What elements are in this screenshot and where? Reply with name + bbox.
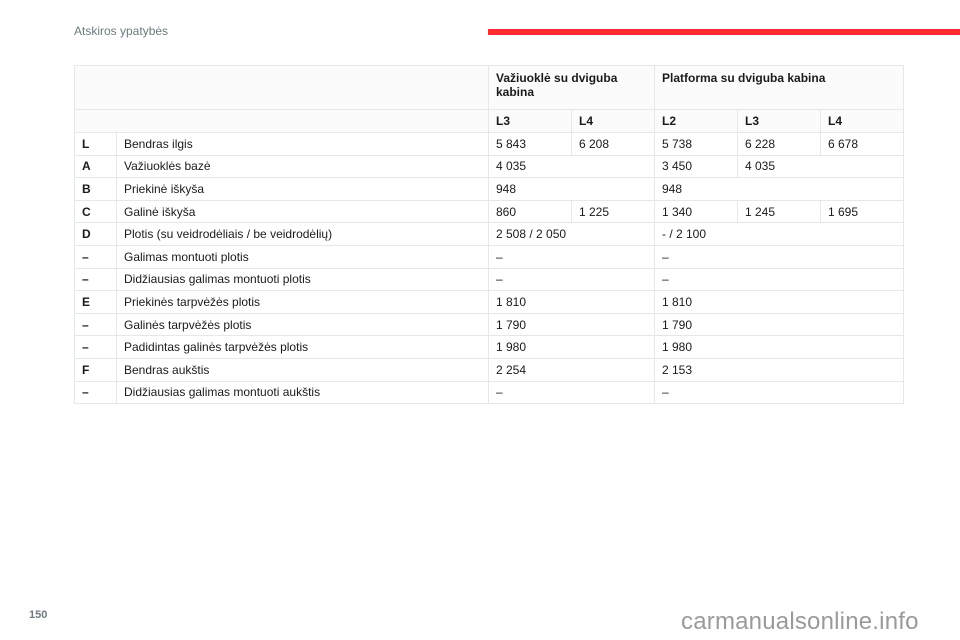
group-header-chassis: Važiuoklė su dviguba kabina <box>489 66 655 110</box>
dimension-label: Didžiausias galimas montuoti plotis <box>117 268 489 291</box>
dimension-label: Bendras ilgis <box>117 133 489 156</box>
dimension-value: 1 245 <box>738 200 821 223</box>
sub-header-platform-l2: L2 <box>655 110 738 133</box>
dimension-value: 4 035 <box>738 155 904 178</box>
dimension-value: 1 980 <box>655 336 904 359</box>
section-title: Atskiros ypatybės <box>74 24 169 38</box>
dimension-value: 6 678 <box>821 133 904 156</box>
dimension-value: - / 2 100 <box>655 223 904 246</box>
dimension-label: Didžiausias galimas montuoti aukštis <box>117 381 489 404</box>
table-row <box>75 268 904 291</box>
dimension-code: F <box>75 358 117 381</box>
dimension-code: – <box>75 313 117 336</box>
dimension-value: 4 035 <box>489 155 655 178</box>
table-row <box>75 291 904 314</box>
dimension-value: – <box>655 268 904 291</box>
dimension-value: 1 980 <box>489 336 655 359</box>
dimension-value: 1 810 <box>489 291 655 314</box>
dimension-value: 5 843 <box>489 133 572 156</box>
dimension-label: Priekinės tarpvėžės plotis <box>117 291 489 314</box>
dimension-label: Plotis (su veidrodėliais / be veidrodėlių) <box>117 223 489 246</box>
table-row <box>75 336 904 359</box>
dimension-code: C <box>75 200 117 223</box>
dimension-value: 5 738 <box>655 133 738 156</box>
sub-header-chassis-l3: L3 <box>489 110 572 133</box>
dimension-value: 6 208 <box>572 133 655 156</box>
dimension-code: A <box>75 155 117 178</box>
table-row <box>75 178 904 201</box>
dimensions-table <box>74 65 904 404</box>
table-row <box>75 313 904 336</box>
dimension-value: 860 <box>489 200 572 223</box>
dimension-value: 3 450 <box>655 155 738 178</box>
dimension-label: Važiuoklės bazė <box>117 155 489 178</box>
group-header-row <box>75 66 904 110</box>
dimension-value: 1 340 <box>655 200 738 223</box>
dimension-value: – <box>655 245 904 268</box>
section-accent-bar <box>488 29 960 35</box>
page-number: 150 <box>29 609 48 621</box>
dimension-value: – <box>489 268 655 291</box>
dimension-label: Galimas montuoti plotis <box>117 245 489 268</box>
dimension-code: D <box>75 223 117 246</box>
table-row <box>75 245 904 268</box>
dimension-value: 2 508 / 2 050 <box>489 223 655 246</box>
table-row <box>75 155 904 178</box>
dimension-value: – <box>655 381 904 404</box>
dimension-code: – <box>75 336 117 359</box>
dimension-code: L <box>75 133 117 156</box>
dimension-value: 1 225 <box>572 200 655 223</box>
table-row <box>75 358 904 381</box>
dimension-value: 1 810 <box>655 291 904 314</box>
table-row <box>75 381 904 404</box>
dimension-label: Galinė iškyša <box>117 200 489 223</box>
sub-header-platform-l4: L4 <box>821 110 904 133</box>
header-blank-cell <box>75 110 489 133</box>
dimension-code: – <box>75 381 117 404</box>
dimension-code: – <box>75 268 117 291</box>
dimension-code: – <box>75 245 117 268</box>
group-header-platform: Platforma su dviguba kabina <box>655 66 904 110</box>
dimension-label: Bendras aukštis <box>117 358 489 381</box>
dimension-label: Priekinė iškyša <box>117 178 489 201</box>
sub-header-chassis-l4: L4 <box>572 110 655 133</box>
dimension-value: 948 <box>489 178 655 201</box>
header-blank-cell <box>75 66 489 110</box>
dimension-code: B <box>75 178 117 201</box>
watermark-link[interactable]: carmanualsonline.info <box>681 608 919 635</box>
dimension-value: 1 790 <box>655 313 904 336</box>
table-row <box>75 200 904 223</box>
dimension-value: 6 228 <box>738 133 821 156</box>
table-row <box>75 223 904 246</box>
dimension-value: 948 <box>655 178 904 201</box>
dimension-value: – <box>489 245 655 268</box>
sub-header-row <box>75 110 904 133</box>
dimension-value: 1 790 <box>489 313 655 336</box>
dimension-value: – <box>489 381 655 404</box>
dimension-value: 2 254 <box>489 358 655 381</box>
dimension-label: Galinės tarpvėžės plotis <box>117 313 489 336</box>
dimension-value: 2 153 <box>655 358 904 381</box>
sub-header-platform-l3: L3 <box>738 110 821 133</box>
table-row <box>75 133 904 156</box>
dimension-code: E <box>75 291 117 314</box>
dimension-value: 1 695 <box>821 200 904 223</box>
dimension-label: Padidintas galinės tarpvėžės plotis <box>117 336 489 359</box>
